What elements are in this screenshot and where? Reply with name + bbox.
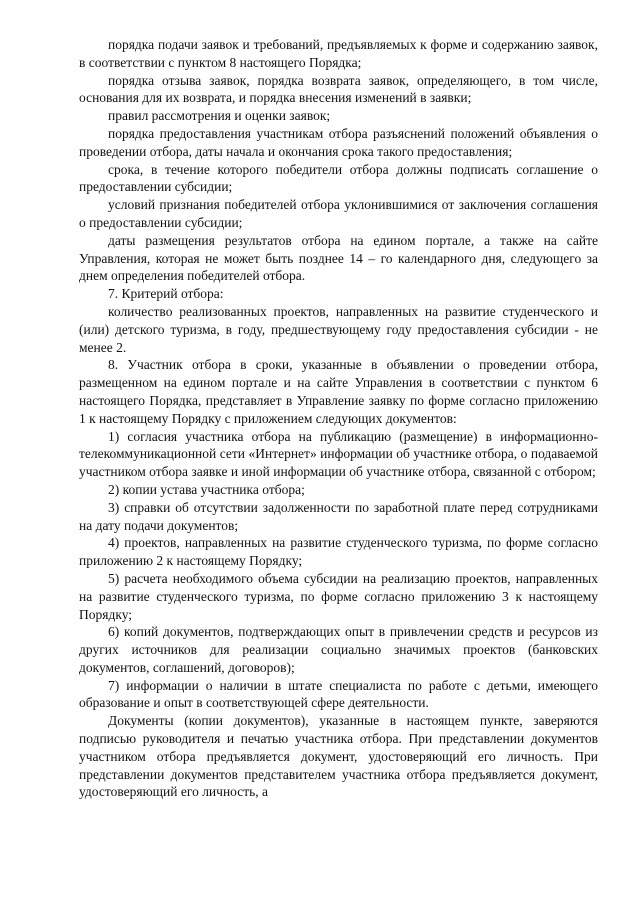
paragraph: порядка подачи заявок и требований, предъявляемых к форме и содержанию заявок, в соответствии с пунктом 8 настоящего Порядка; — [79, 37, 598, 70]
paragraph: даты размещения результатов отбора на едином портале, а также на сайте Управления, которая не может быть позднее 14 – го календарного дня, следующего за днем определения победителей отбора. — [79, 232, 598, 284]
paragraph: порядка отзыва заявок, порядка возврата заявок, определяющего, в том числе, основания для их возврата, и порядка внесения изменений в заявки; — [79, 72, 598, 106]
list-item: 5) расчета необходимого объема субсидии на реализацию проектов, направленных на развитие студенческого туризма, по форме согласно приложению 3 к настоящему Порядку; — [79, 570, 598, 622]
paragraph: правил рассмотрения и оценки заявок; — [108, 108, 331, 124]
paragraph: Документы (копии документов), указанные в настоящем пункте, заверяются подписью руководителя и печатью участника отбора. При представлении документов участником отбора предъявляется документ, удостоверяющий его личность. При представлении документов представителем участника отбора предъявляется документ, удостоверяющий его личность, а — [79, 713, 598, 800]
list-item: 2) копии устава участника отбора; — [108, 481, 305, 497]
list-item: 7) информации о наличии в штате специалиста по работе с детьми, имеющего образование и опыт в соответствующей сфере деятельности. — [79, 677, 598, 711]
paragraph: условий признания победителей отбора уклонившимися от заключения соглашения о предоставлении субсидии; — [79, 197, 598, 230]
document-page — [79, 36, 598, 801]
paragraph: 8. Участник отбора в сроки, указанные в объявлении о проведении отбора, размещенном на едином портале и на сайте Управления в соответствии с пунктом 6 настоящего Порядка, представляет в Управление заявку по форме согласно приложению 1 к настоящему Порядку с приложением следующих документов: — [79, 357, 598, 426]
paragraph: порядка предоставления участникам отбора разъяснений положений объявления о проведении отбора, даты начала и окончания срока такого предоставления; — [79, 125, 598, 159]
paragraph: количество реализованных проектов, направленных на развитие студенческого и (или) детского туризма, в году, предшествующему году предоставления субсидии - не менее 2. — [79, 303, 598, 355]
section-heading: 7. Критерий отбора: — [108, 286, 224, 302]
list-item: 3) справки об отсутствии задолженности по заработной плате перед сотрудниками на дату подачи документов; — [79, 499, 598, 533]
list-item: 1) согласия участника отбора на публикацию (размещение) в информационно-телекоммуникационной сети «Интернет» информации об участнике отбора, о подаваемой участником отбора заявке и иной информации об участнике отбора, связанной с отбором; — [79, 428, 598, 480]
paragraph: срока, в течение которого победители отбора должны подписать соглашение о предоставлении субсидии; — [79, 161, 598, 195]
list-item: 4) проектов, направленных на развитие студенческого туризма, по форме согласно приложению 2 к настоящему Порядку; — [79, 535, 598, 569]
list-item: 6) копий документов, подтверждающих опыт в привлечении средств и ресурсов из других источников для реализации социально значимых проектов (банковских документов, соглашений, договоров); — [79, 624, 598, 675]
